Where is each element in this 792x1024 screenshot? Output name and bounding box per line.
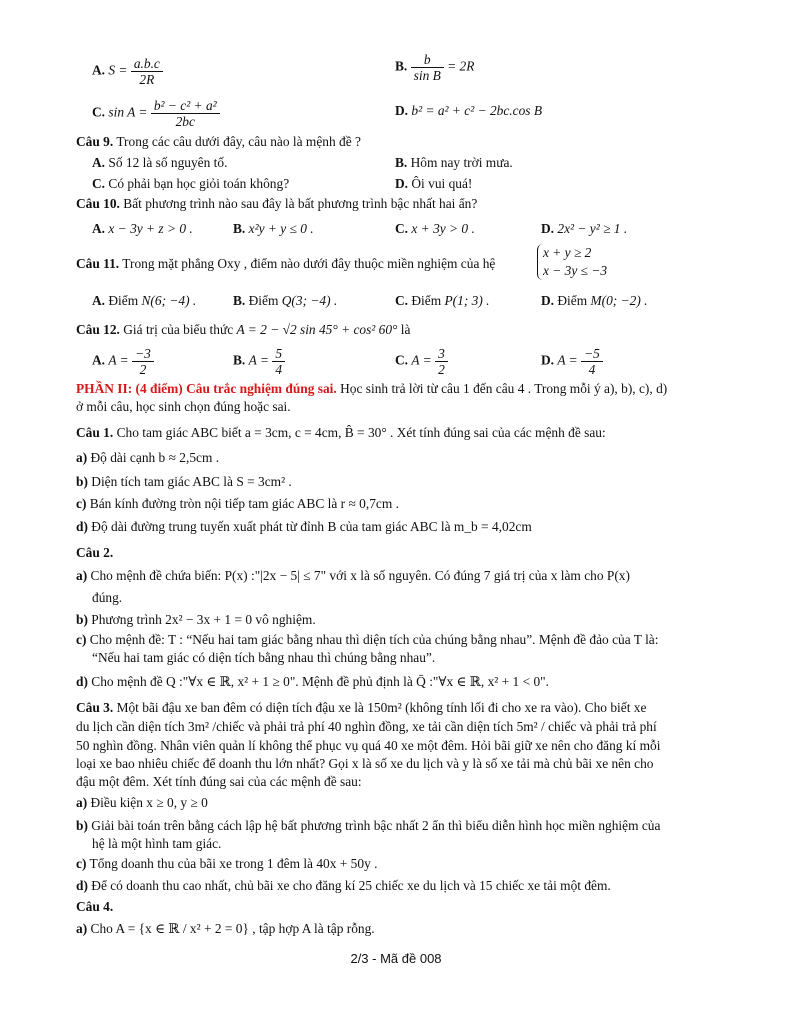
part2-heading: PHẦN II: (4 điểm) Câu trắc nghiệm đúng sai. Học sinh trả lời từ câu 1 đến câu 4 . Trong mỗi ý a), b), c), d)	[76, 381, 668, 396]
p2q3-stem-2: du lịch cần diện tích 3m² /chiếc và phải trả phí 40 nghìn đồng, xe tải cần diện tích 5m² / chiếc và phải trả phí	[76, 719, 657, 734]
p2q2-item-a: a) Cho mệnh đề chứa biến: P(x) :"|2x − 5| ≤ 7" với x là số nguyên. Có đúng 7 giá trị của x làm cho P(x)	[76, 568, 630, 583]
q9-option-d: D. Ôi vui quá!	[395, 176, 473, 191]
page-footer: 2/3 - Mã đề 008	[350, 951, 442, 966]
q11-stem: Câu 11. Trong mặt phẳng Oxy , điểm nào dưới đây thuộc miền nghiệm của hệ	[76, 256, 496, 271]
p2q2-item-c: c) Cho mệnh đề: T : “Nếu hai tam giác bằng nhau thì diện tích của chúng bằng nhau”. Mệnh đề đảo của T là:	[76, 632, 659, 647]
p2q1-item-d: d) Độ dài đường trung tuyến xuất phát từ đỉnh B của tam giác ABC là m_b = 4,02cm	[76, 519, 532, 534]
p2q3-item-b-cont: hệ là một hình tam giác.	[92, 836, 222, 851]
q8-option-c: C. sin A = $\frac{\text{b² − c² + a²}}{2bc}$	[92, 98, 220, 129]
p2q3-stem-4: loại xe bao nhiêu chiếc để doanh thu lớn nhất? Gọi x là số xe du lịch và y là số xe tải mà chủ bãi xe nên cho	[76, 756, 654, 771]
q11-system: x + y ≥ 2 x − 3y ≤ −3	[537, 244, 607, 280]
p2q3-item-c: c) Tổng doanh thu của bãi xe trong 1 đêm là 40x + 50y .	[76, 856, 378, 871]
p2q4-stem: Câu 4.	[76, 899, 114, 914]
q10-option-c: C. x + 3y > 0 .	[395, 221, 475, 236]
p2q2-item-d: d) Cho mệnh đề Q :"∀x ∈ ℝ, x² + 1 ≥ 0". Mệnh đề phủ định là Q̄ :"∀x ∈ ℝ, x² + 1 < 0".	[76, 674, 549, 689]
q10-option-a: A. x − 3y + z > 0 .	[92, 221, 193, 236]
q9-option-c: C. Có phải bạn học giỏi toán không?	[92, 176, 290, 191]
p2q2-item-c-cont: “Nếu hai tam giác có diện tích bằng nhau thì chúng bằng nhau”.	[92, 650, 436, 665]
p2q4-item-a: a) Cho A = {x ∈ ℝ / x² + 2 = 0} , tập hợp A là tập rỗng.	[76, 921, 375, 936]
q10-option-d: D. 2x² − y² ≥ 1 .	[541, 221, 628, 236]
p2q3-item-a: a) Điều kiện x ≥ 0, y ≥ 0	[76, 795, 208, 810]
p2q1-item-c: c) Bán kính đường tròn nội tiếp tam giác ABC là r ≈ 0,7cm .	[76, 496, 399, 511]
q11-option-d: D. Điểm M(0; −2) .	[541, 293, 648, 308]
q12-option-d: D. A = $\frac{-5}{4}$	[541, 346, 603, 377]
q8-option-a: A. S = $\frac{a.b.c}{2R}$	[92, 56, 163, 87]
q9-option-b: B. Hôm nay trời mưa.	[395, 155, 513, 170]
p2q1-item-b: b) Diện tích tam giác ABC là S = 3cm² .	[76, 474, 292, 489]
q9-stem: Câu 9. Trong các câu dưới đây, câu nào là mệnh đề ?	[76, 134, 361, 149]
p2q2-item-b: b) Phương trình 2x² − 3x + 1 = 0 vô nghiệm.	[76, 612, 316, 627]
q9-option-a: A. Số 12 là số nguyên tố.	[92, 155, 228, 170]
p2q3-item-d: d) Để có doanh thu cao nhất, chủ bãi xe cho đăng kí 25 chiếc xe du lịch và 15 chiếc xe tải một đêm.	[76, 878, 611, 893]
q8-option-b: B. $\frac{b}{\text{sin B}}$ = 2R	[395, 52, 475, 83]
q11-option-a: A. Điểm N(6; −4) .	[92, 293, 197, 308]
q11-option-b: B. Điểm Q(3; −4) .	[233, 293, 338, 308]
part2-intro: ở mỗi câu, học sinh chọn đúng hoặc sai.	[76, 399, 291, 414]
p2q3-item-b: b) Giải bài toán trên bằng cách lập hệ bất phương trình bậc nhất 2 ẩn thì biểu diễn hình học miền nghiệm của	[76, 818, 661, 833]
p2q3-stem-5: đậu một đêm. Xét tính đúng sai của các mệnh đề sau:	[76, 774, 362, 789]
q12-stem: Câu 12. Giá trị của biểu thức A = 2 − √2 sin 45° + cos² 60° là	[76, 322, 411, 337]
p2q1-item-a: a) Độ dài cạnh b ≈ 2,5cm .	[76, 450, 220, 465]
p2q2-stem: Câu 2.	[76, 545, 114, 560]
q8-option-d: D. b² = a² + c² − 2bc.cos B	[395, 103, 543, 118]
p2q3-stem: Câu 3. Một bãi đậu xe ban đêm có diện tích đậu xe là 150m² (không tính lối đi cho xe ra vào). Cho biết xe	[76, 700, 647, 715]
q12-option-c: C. A = $\frac{3}{2}$	[395, 346, 448, 377]
p2q3-stem-3: 50 nghìn đồng. Nhân viên quản lí không thể phục vụ quá 40 xe một đêm. Hỏi bãi giữ xe nên cho đăng kí mỗi	[76, 738, 661, 753]
p2q1-stem: Câu 1. Cho tam giác ABC biết a = 3cm, c = 4cm, B̂ = 30° . Xét tính đúng sai của các mệnh đề sau:	[76, 425, 606, 440]
p2q2-item-a-cont: đúng.	[92, 590, 123, 605]
q12-option-b: B. A = $\frac{5}{4}$	[233, 346, 285, 377]
q12-option-a: A. A = $\frac{-3}{2}$	[92, 346, 154, 377]
q10-stem: Câu 10. Bất phương trình nào sau đây là bất phương trình bậc nhất hai ẩn?	[76, 196, 478, 211]
q10-option-b: B. x²y + y ≤ 0 .	[233, 221, 314, 236]
q11-option-c: C. Điểm P(1; 3) .	[395, 293, 490, 308]
